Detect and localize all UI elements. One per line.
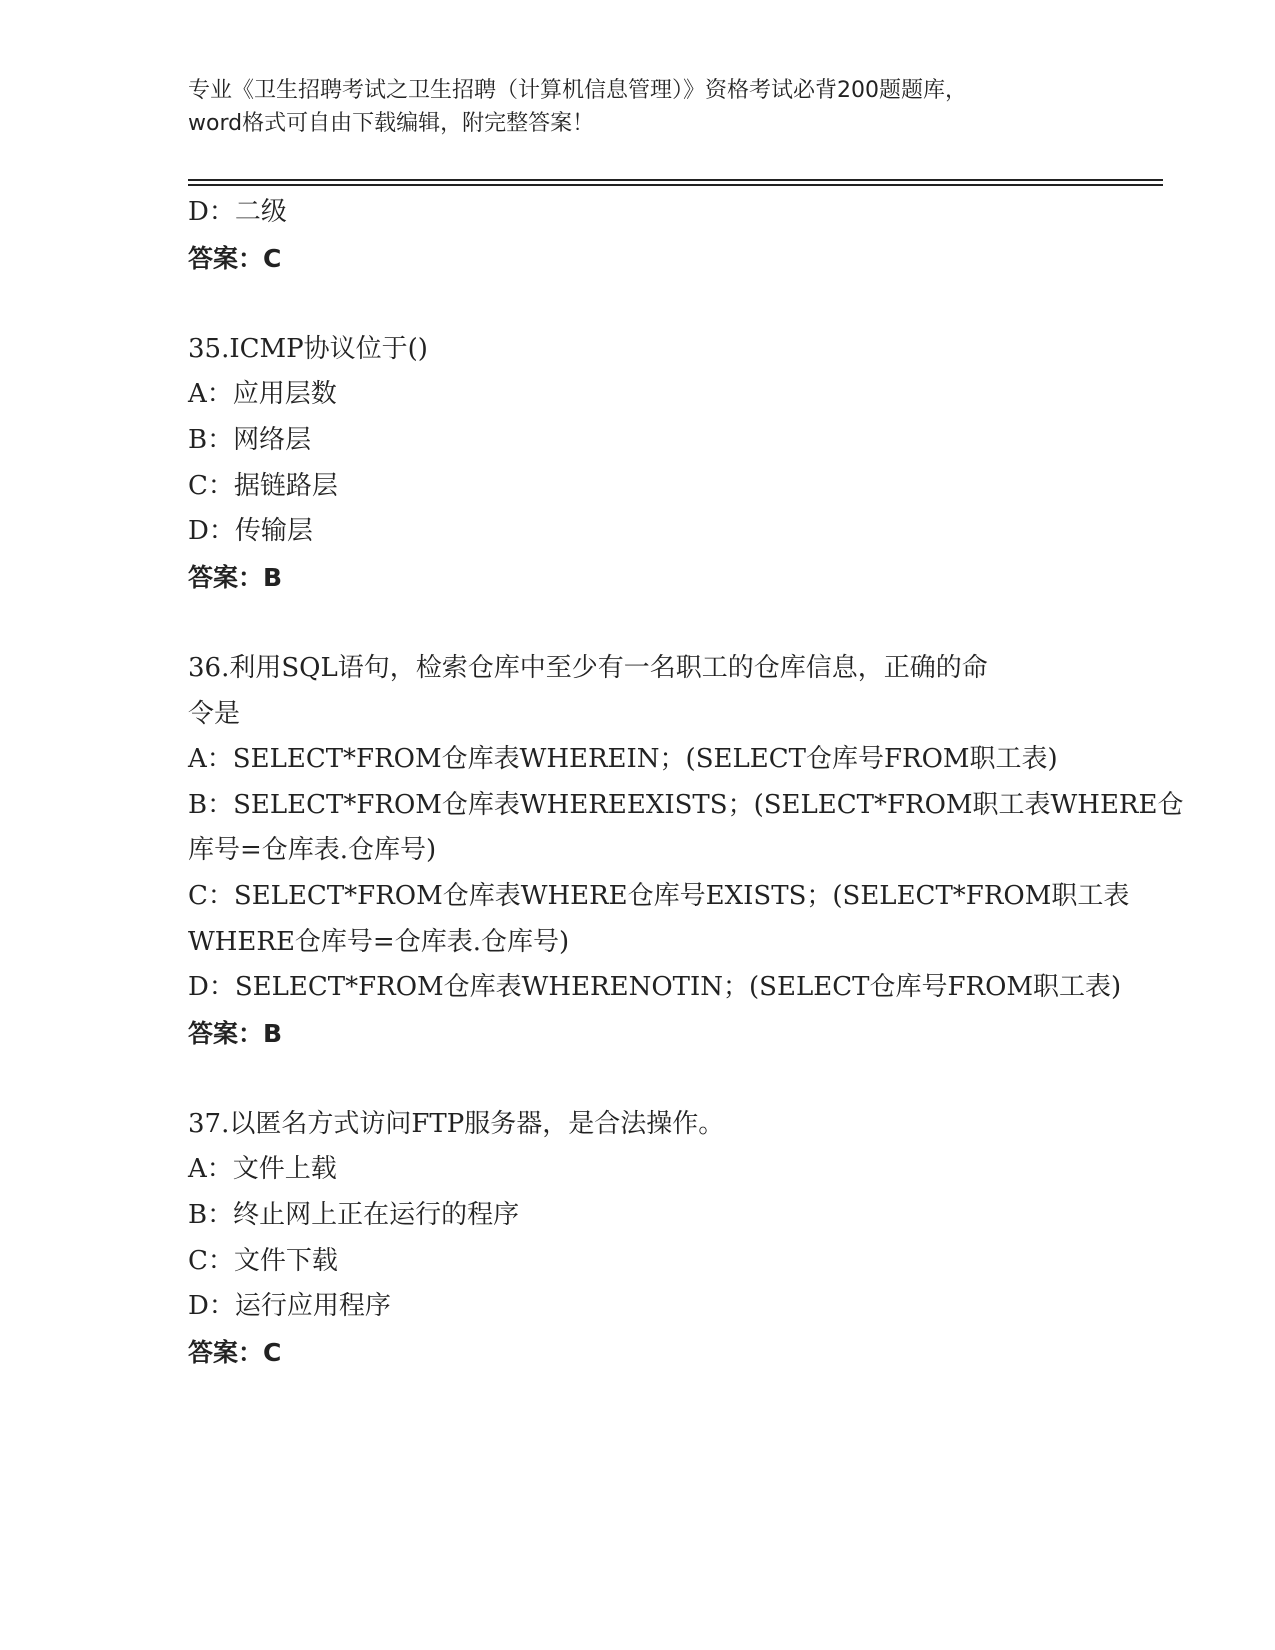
header-rule-bottom (188, 184, 1163, 186)
question-stem-line-1: 36.利用SQL语句，检索仓库中至少有一名职工的仓库信息，正确的命 (188, 652, 988, 683)
option-c-line-1: C：SELECT*FROM仓库表WHERE仓库号EXISTS；(SELECT*FROM职工表 (188, 880, 1130, 911)
answer-line: 答案：C (188, 1337, 282, 1367)
option-c: C：文件下载 (188, 1245, 338, 1276)
option-d: D：传输层 (188, 516, 313, 547)
document-header (188, 74, 1088, 140)
option-c-line-2: WHERE仓库号=仓库表.仓库号) (188, 926, 570, 957)
question-37 (188, 1102, 1088, 1376)
spacer (188, 281, 1088, 327)
option-a: A：应用层数 (188, 379, 337, 410)
option-b-line-1: B：SELECT*FROM仓库表WHEREEXISTS；(SELECT*FROM职工表WHERE仓 (188, 789, 1184, 820)
option-a: A：SELECT*FROM仓库表WHEREIN；(SELECT仓库号FROM职工表) (188, 744, 1058, 775)
spacer (188, 600, 1088, 646)
question-stem-line-2: 令是 (188, 698, 241, 729)
option-d: D：SELECT*FROM仓库表WHERENOTIN；(SELECT仓库号FROM职工表) (188, 972, 1122, 1003)
option-d: D：二级 (188, 197, 287, 227)
question-stem: 35.ICMP协议位于() (188, 333, 428, 364)
answer-line: 答案：B (188, 562, 283, 592)
header-title-line-2: word格式可自由下载编辑，附完整答案！ (188, 111, 595, 136)
option-d: D：运行应用程序 (188, 1291, 391, 1322)
answer-line: 答案：B (188, 1018, 283, 1048)
header-title-line-1: 专业《卫生招聘考试之卫生招聘（计算机信息管理）》资格考试必背200题题库， (188, 78, 967, 103)
previous-question-tail (188, 190, 1088, 281)
option-b: B：网络层 (188, 424, 312, 455)
question-36 (188, 646, 1184, 1056)
spacer (188, 1056, 1088, 1102)
answer-line: 答案：C (188, 243, 282, 273)
document-body (188, 190, 1184, 1375)
header-rule-top (188, 179, 1163, 181)
option-a: A：文件上载 (188, 1154, 337, 1185)
option-c: C：据链路层 (188, 470, 338, 501)
question-stem: 37.以匿名方式访问FTP服务器，是合法操作。 (188, 1108, 725, 1139)
question-35 (188, 327, 1088, 601)
option-b: B：终止网上正在运行的程序 (188, 1200, 520, 1231)
option-b-line-2: 库号=仓库表.仓库号) (188, 835, 437, 866)
